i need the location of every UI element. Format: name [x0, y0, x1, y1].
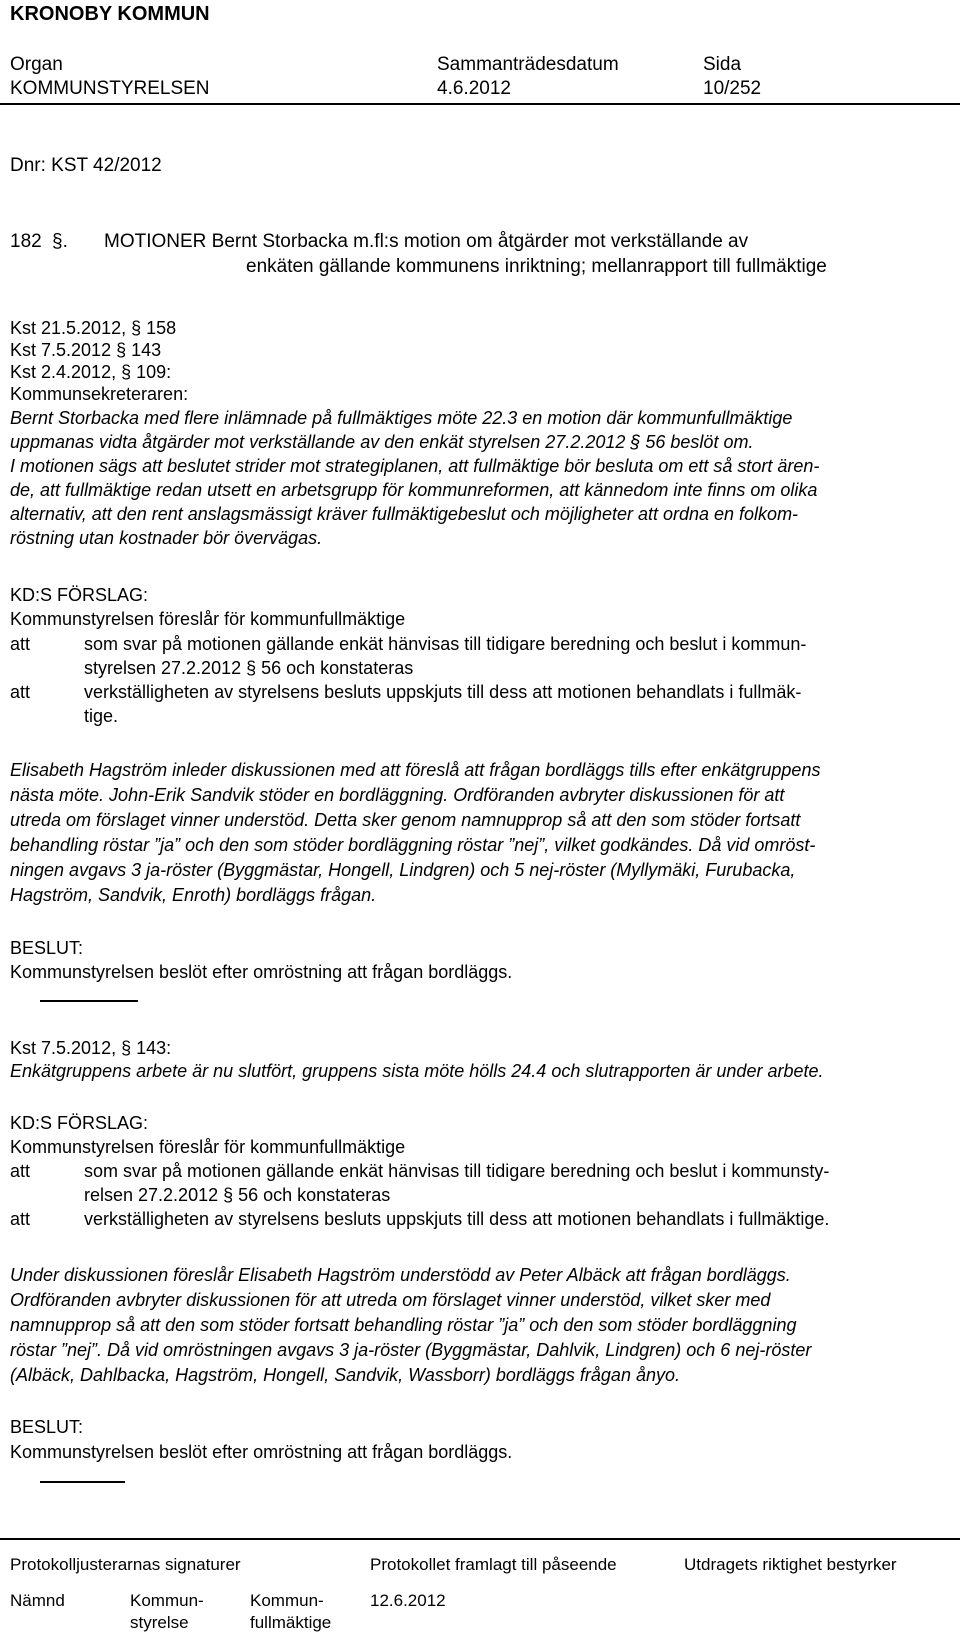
para3-line: namnupprop så att den som stöder fortsatt behandling röstar ”ja” och den som stöder bordläggning: [10, 1315, 797, 1335]
para1-line: alternativ, att den rent anslagsmässigt kräver fullmäktigebeslut och möjligheter att ordna en folkom-: [10, 504, 799, 524]
organ-label: Organ: [10, 54, 63, 75]
header-divider: [0, 103, 960, 105]
att-label: att: [10, 682, 31, 702]
para1-line: I motionen sägs att beslutet strider mot strategiplanen, att fullmäktige bör besluta om ett så stort ären-: [10, 456, 820, 476]
ref-line: Kst 7.5.2012 § 143: [10, 340, 162, 360]
proposal-item-line: som svar på motionen gällande enkät hänvisas till tidigare beredning och beslut i kommunsty-: [84, 1161, 830, 1181]
para2-line: Hagström, Sandvik, Enroth) bordläggs frågan.: [10, 885, 377, 905]
kst-text: Enkätgruppens arbete är nu slutfört, gruppens sista möte hölls 24.4 och slutrapporten är under arbete.: [10, 1061, 824, 1081]
decision-heading: BESLUT:: [10, 938, 84, 958]
separator-line: [40, 1481, 125, 1483]
proposal-item-line: verkställigheten av styrelsens besluts uppskjuts till dess att motionen behandlats i fullmäk-: [84, 682, 802, 702]
ref-line: Kst 21.5.2012, § 158: [10, 318, 177, 338]
dnr: Dnr: KST 42/2012: [10, 155, 162, 176]
para3-line: Under diskussionen föreslår Elisabeth Hagström understödd av Peter Albäck att frågan bordläggs.: [10, 1265, 791, 1285]
separator-line: [40, 1000, 138, 1002]
signature-namnd: Nämnd: [10, 1591, 65, 1610]
proposal-item-line: relsen 27.2.2012 § 56 och konstateras: [84, 1185, 391, 1205]
para2-line: behandling röstar ”ja” och den som stöder bordläggning röstar ”nej”, vilket godkändes. Då vid omröst-: [10, 835, 816, 855]
para3-line: röstar ”nej”. Då vid omröstningen avgavs 3 ja-röster (Byggmästar, Dahlvik, Lindgren) och 6 nej-röster: [10, 1340, 812, 1360]
published-label: Protokollet framlagt till påseende: [370, 1555, 617, 1574]
para3-line: (Albäck, Dahlbacka, Hagström, Hongell, Sandvik, Wassborr) bordläggs frågan ånyo.: [10, 1365, 680, 1385]
att-label: att: [10, 1209, 31, 1229]
att-label: att: [10, 1161, 31, 1181]
para2-line: utreda om förslaget vinner understöd. Detta sker genom namnupprop så att den som stöder fortsatt: [10, 810, 801, 830]
proposal-heading: KD:S FÖRSLAG:: [10, 1113, 149, 1133]
published-date: 12.6.2012: [370, 1591, 446, 1610]
proposal-intro: Kommunstyrelsen föreslår för kommunfullmäktige: [10, 609, 406, 629]
proposal-item-line: styrelsen 27.2.2012 § 56 och konstateras: [84, 658, 414, 678]
para1-line: uppmanas vidta åtgärder mot verkställande av den enkät styrelsen 27.2.2012 § 56 beslöt om.: [10, 432, 754, 452]
att-label: att: [10, 634, 31, 654]
ref-line: Kommunsekreteraren:: [10, 384, 189, 404]
para2-line: Elisabeth Hagström inleder diskussionen med att föreslå att frågan bordläggs tills efter enkätgruppens: [10, 760, 821, 780]
section-number: 182: [10, 231, 42, 252]
proposal-item-line: verkställigheten av styrelsens besluts uppskjuts till dess att motionen behandlats i fullmäktige.: [84, 1209, 830, 1229]
signature-kf-line2: fullmäktige: [250, 1613, 332, 1632]
decision-text: Kommunstyrelsen beslöt efter omröstning att frågan bordläggs.: [10, 1442, 513, 1462]
signatures-label: Protokolljusterarnas signaturer: [10, 1555, 241, 1574]
proposal-item-line: som svar på motionen gällande enkät hänvisas till tidigare beredning och beslut i kommun-: [84, 634, 807, 654]
para1-line: Bernt Storbacka med flere inlämnade på fullmäktiges möte 22.3 en motion där kommunfullmäktige: [10, 408, 793, 428]
kst-ref: Kst 7.5.2012, § 143:: [10, 1038, 172, 1058]
extract-label: Utdragets riktighet bestyrker: [684, 1555, 897, 1574]
signature-kf-line1: Kommun-: [250, 1591, 324, 1610]
footer-divider: [0, 1538, 960, 1540]
meeting-date-label: Sammanträdesdatum: [437, 54, 619, 75]
signature-ks-line2: styrelse: [130, 1613, 189, 1632]
para2-line: ningen avgavs 3 ja-röster (Byggmästar, Hongell, Lindgren) och 5 nej-röster (Myllymäki, Furubacka,: [10, 860, 796, 880]
section-symbol: §.: [52, 231, 68, 252]
para2-line: nästa möte. John-Erik Sandvik stöder en bordläggning. Ordföranden avbryter diskussionen för att: [10, 785, 785, 805]
section-title-line1: MOTIONER Bernt Storbacka m.fl:s motion om åtgärder mot verkställande av: [104, 231, 749, 252]
proposal-intro: Kommunstyrelsen föreslår för kommunfullmäktige: [10, 1137, 406, 1157]
section-title-line2: enkäten gällande kommunens inriktning; mellanrapport till fullmäktige: [246, 256, 827, 277]
signature-ks-line1: Kommun-: [130, 1591, 204, 1610]
para1-line: de, att fullmäktige redan utsett en arbetsgrupp för kommunreformen, att kännedom inte finns om olika: [10, 480, 818, 500]
ref-line: Kst 2.4.2012, § 109:: [10, 362, 172, 382]
page-label: Sida: [703, 54, 742, 75]
proposal-item-line: tige.: [84, 706, 119, 726]
decision-heading: BESLUT:: [10, 1417, 84, 1437]
decision-text: Kommunstyrelsen beslöt efter omröstning att frågan bordläggs.: [10, 962, 513, 982]
organ-value: KOMMUNSTYRELSEN: [10, 78, 210, 99]
para1-line: röstning utan kostnader bör övervägas.: [10, 528, 323, 548]
municipality-name: KRONOBY KOMMUN: [10, 3, 210, 25]
page-value: 10/252: [703, 78, 762, 99]
proposal-heading: KD:S FÖRSLAG:: [10, 585, 149, 605]
para3-line: Ordföranden avbryter diskussionen för att utreda om förslaget vinner understöd, vilket sker med: [10, 1290, 771, 1310]
meeting-date-value: 4.6.2012: [437, 78, 511, 99]
